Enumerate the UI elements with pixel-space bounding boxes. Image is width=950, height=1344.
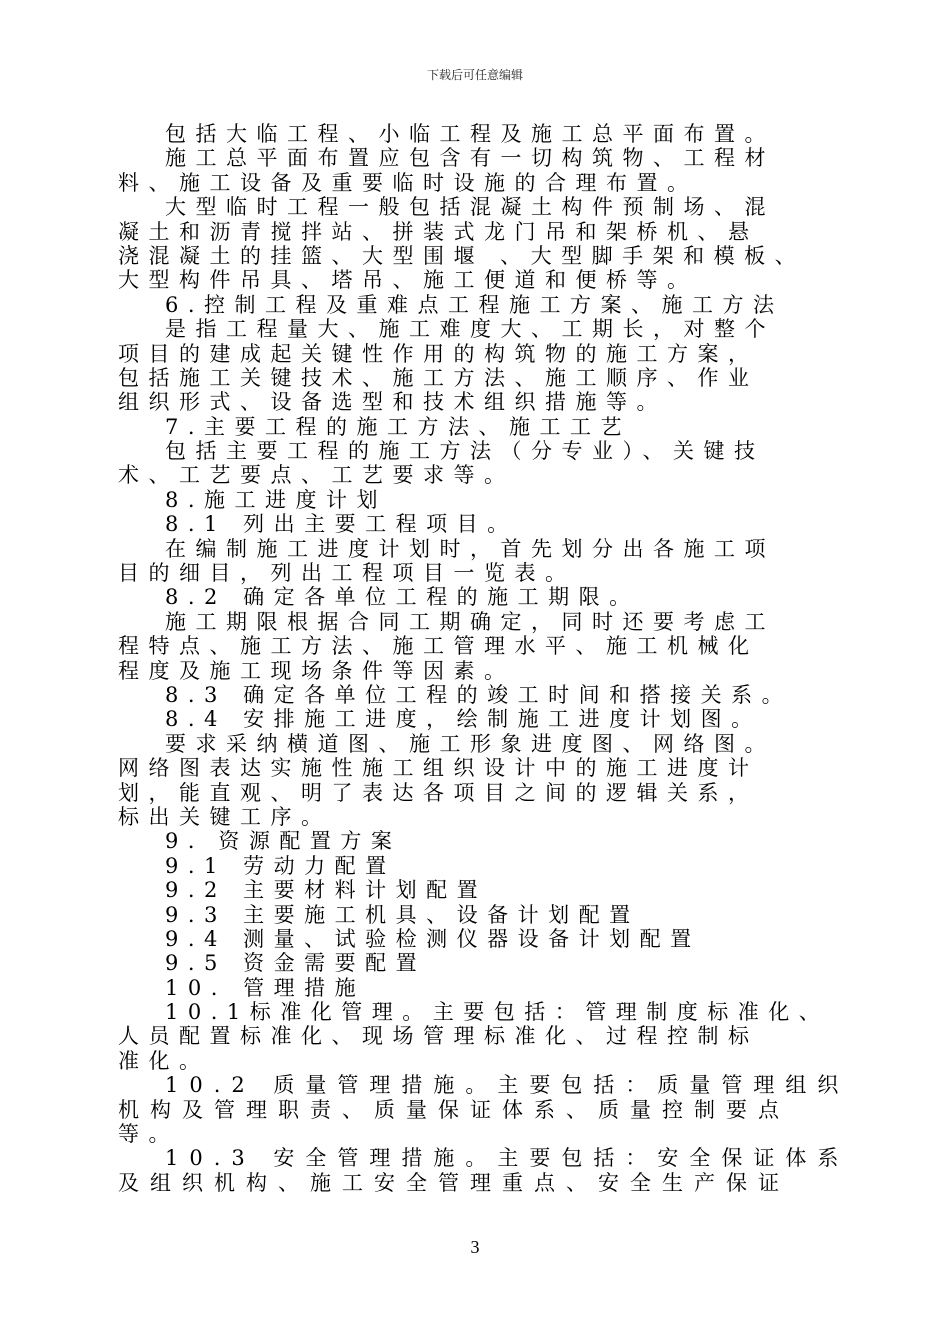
text-line: 是指工程量大、施工难度大、工期长，对整个 [165, 317, 775, 342]
text-line: 网络图表达实施性施工组织设计中的施工进度计 [118, 756, 759, 781]
page-header: 下载后可任意编辑 [426, 68, 523, 82]
text-line: 标出关键工序。 [118, 804, 332, 829]
subsection-heading: 9.3 主要施工机具、设备计划配置 [165, 902, 640, 927]
page-number: 3 [470, 1237, 480, 1257]
text-line: 准化。 [118, 1048, 210, 1073]
text-line: 在编制施工进度计划时，首先划分出各施工项 [165, 536, 775, 561]
text-line: 料、施工设备及重要临时设施的合理布置。 [118, 170, 698, 195]
text-line: 机构及管理职责、质量保证体系、质量控制要点 [118, 1097, 790, 1122]
text-line: 要求采纳横道图、施工形象进度图、网络图。 [165, 731, 775, 756]
section-heading: 10. 管理措施 [165, 975, 366, 1000]
text-line: 程特点、施工方法、施工管理水平、施工机械化 [118, 634, 759, 659]
text-line: 目的细目，列出工程项目一览表。 [118, 561, 576, 586]
text-line: 组织形式、设备选型和技术组织措施等。 [118, 390, 667, 415]
section-heading: 8.施工进度计划 [165, 487, 388, 512]
subsection-heading: 9.1 劳动力配置 [165, 853, 396, 878]
text-line: 人员配置标准化、现场管理标准化、过程控制标 [118, 1024, 759, 1049]
section-heading: 7.主要工程的施工方法、施工工艺 [165, 414, 632, 439]
text-line: 凝土和沥青搅拌站、拼装式龙门吊和架桥机、悬 [118, 219, 759, 244]
text-line: 程度及施工现场条件等因素。 [118, 658, 515, 683]
text-line: 大型构件吊具、塔吊、施工便道和便桥等。 [118, 268, 698, 293]
text-line: 施工总平面布置应包含有一切构筑物、工程材 [165, 146, 775, 171]
text-line: 浇混凝土的挂篮、大型围堰 、大型脚手架和模板、 [118, 243, 806, 268]
text-line: 包括主要工程的施工方法（分专业）、关键技 [165, 439, 765, 464]
text-line: 包括施工关键技术、施工方法、施工顺序、作业 [118, 365, 759, 390]
subsection-heading: 9.4 测量、试验检测仪器设备计划配置 [165, 926, 701, 951]
subsection-heading: 8.4 安排施工进度，绘制施工进度计划图。 [165, 707, 762, 732]
text-line: 大型临时工程一般包括混凝土构件预制场、混 [165, 195, 775, 220]
subsection-heading: 9.5 资金需要配置 [165, 951, 427, 976]
subsection-heading: 8.2 确定各单位工程的施工期限。 [165, 585, 640, 610]
subsection-heading: 8.3 确定各单位工程的竣工时间和搭接关系。 [165, 682, 793, 707]
section-heading: 6.控制工程及重难点工程施工方案、施工方法 [165, 292, 784, 317]
text-line: 及组织机构、施工安全管理重点、安全生产保证 [118, 1170, 790, 1195]
text-line: 10.1标准化管理。主要包括：管理制度标准化、 [165, 1000, 830, 1025]
text-line: 施工期限根据合同工期确定，同时还要考虑工 [165, 609, 775, 634]
text-line: 术、工艺要点、工艺要求等。 [118, 463, 515, 488]
subsection-heading: 8.1 列出主要工程项目。 [165, 512, 518, 537]
section-heading: 9．资源配置方案 [165, 829, 402, 854]
subsection-heading: 9.2 主要材料计划配置 [165, 878, 488, 903]
text-line: 包括大临工程、小临工程及施工总平面布置。 [165, 122, 775, 146]
text-line: 10.3 安全管理措施。主要包括：安全保证体系 [165, 1146, 850, 1171]
text-line: 划，能直观、明了表达各项目之间的逻辑关系， [118, 780, 759, 805]
text-line: 等。 [118, 1122, 179, 1147]
document-body [118, 122, 850, 1195]
text-line: 10.2 质量管理措施。主要包括：质量管理组织 [165, 1073, 850, 1098]
text-line: 项目的建成起关键性作用的构筑物的施工方案， [118, 341, 759, 366]
